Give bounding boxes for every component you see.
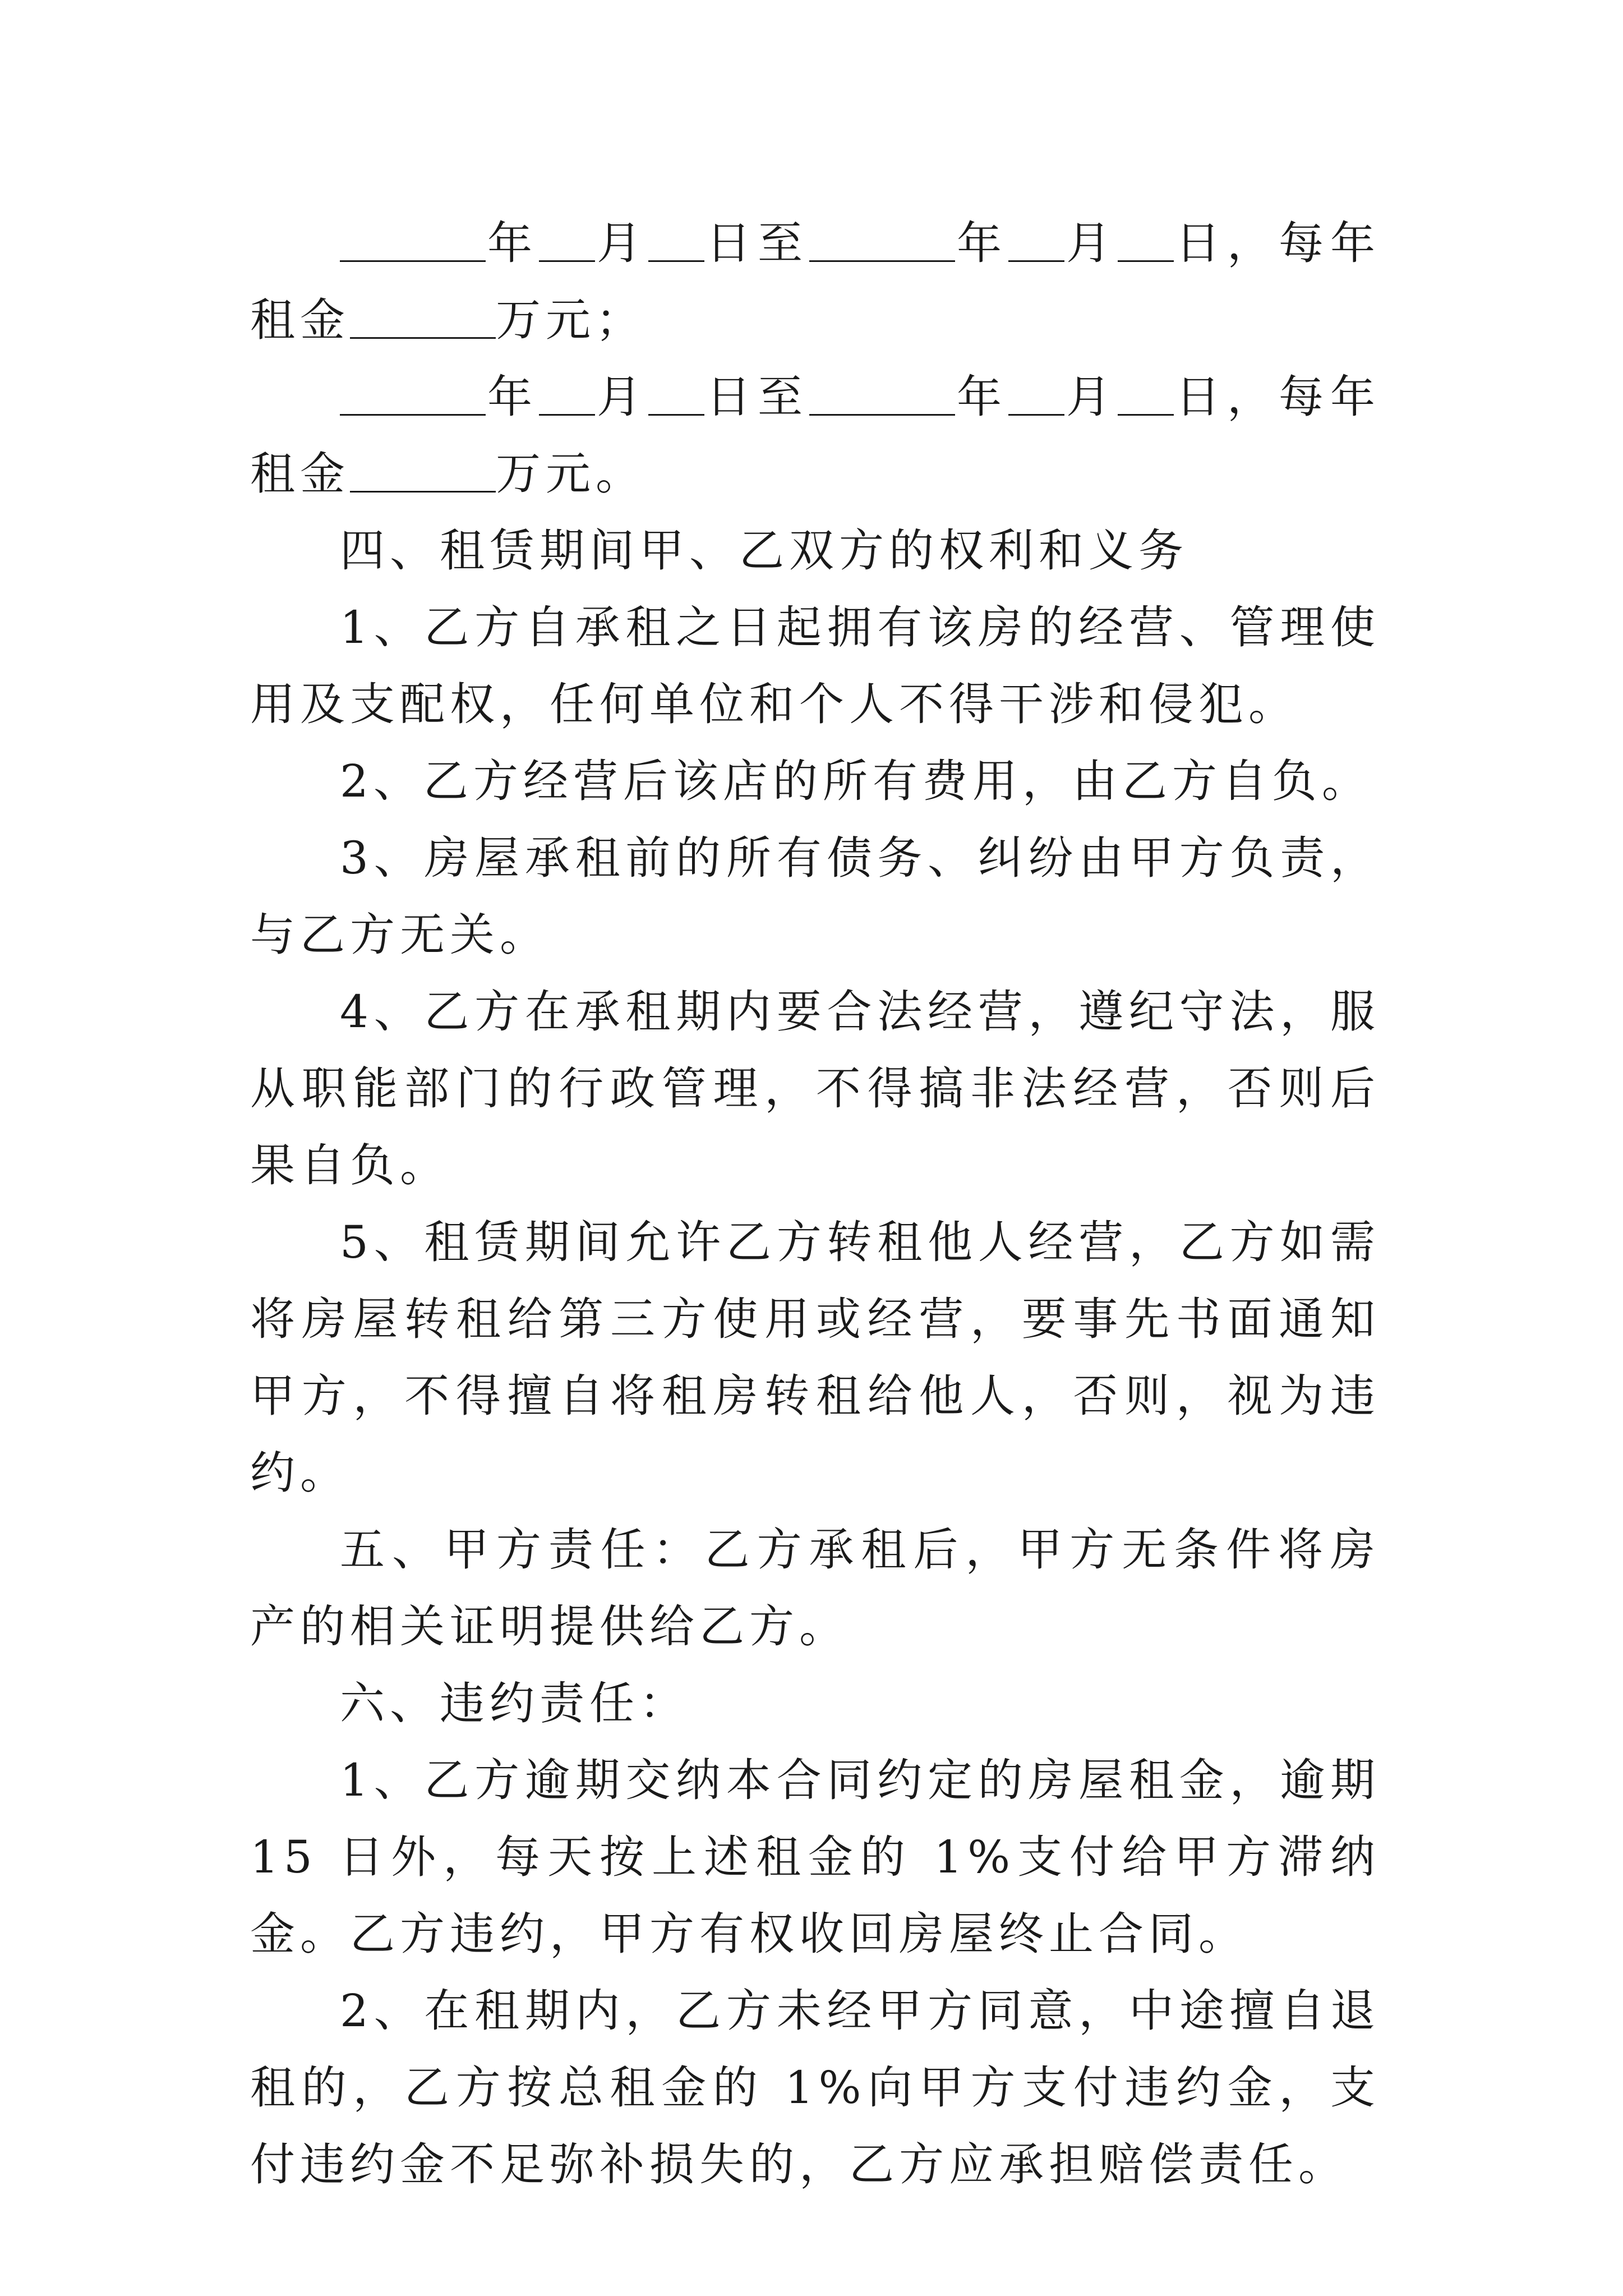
blank-field [539,378,595,416]
text-day-to: 日至 [704,371,809,423]
blank-field [1008,378,1064,416]
blank-field [648,224,704,262]
blank-field [539,224,595,262]
text-year: 年 [955,371,1008,423]
blank-field [340,224,486,262]
clause-paragraph: 2、在租期内，乙方未经甲方同意，中途擅自退租的，乙方按总租金的 1%向甲方支付违约金，支付违约金不足弥补损失的，乙方应承担赔偿责任。 [250,1985,1380,2191]
text-month: 月 [1064,371,1118,423]
blank-field [809,224,955,262]
clause-paragraph: 1、乙方自承租之日起拥有该房的经营、管理使用及支配权，任何单位和个人不得干涉和侵犯。 [250,601,1380,730]
section-heading-rights: 四、租赁期间甲、乙双方的权利和义务 [340,524,1188,577]
text-year: 年 [486,217,539,269]
section-heading-party-a: 五、甲方责任：乙方承租后，甲方无条件将房产的相关证明提供给乙方。 [250,1524,1380,1653]
blank-field [1008,224,1064,262]
clause-paragraph: 1、乙方逾期交纳本合同约定的房屋租金，逾期 15 日外，每天按上述租金的 1%支付给甲方滞纳金。乙方违约，甲方有权收回房屋终止合同。 [250,1754,1380,1960]
blank-field [1118,378,1174,416]
blank-field [648,378,704,416]
text-month: 月 [1064,217,1118,269]
clause-paragraph: 4、乙方在承租期内要合法经营，遵纪守法，服从职能部门的行政管理，不得搞非法经营，否则后果自负。 [250,986,1380,1191]
text-day-rent: 日，每年租金 [250,371,1380,500]
text-month: 月 [595,217,648,269]
text-amount: 万元； [496,294,645,346]
text-amount: 万元。 [496,448,645,500]
rent-period-2 [250,358,1380,512]
rent-period-1 [250,205,1380,358]
blank-field [809,378,955,416]
clause-paragraph: 5、租赁期间允许乙方转租他人经营，乙方如需将房屋转租给第三方使用或经营，要事先书面通知甲方，不得擅自将租房转租给他人，否则，视为违约。 [250,1216,1380,1499]
text-day-rent: 日，每年租金 [250,217,1380,346]
blank-field [350,301,496,339]
text-day-to: 日至 [704,217,809,269]
blank-field [340,378,486,416]
text-year: 年 [486,371,539,423]
section-heading-breach: 六、违约责任： [340,1677,689,1729]
blank-field [350,455,496,493]
text-year: 年 [955,217,1008,269]
clause-paragraph: 2、乙方经营后该店的所有费用，由乙方自负。 [340,755,1372,807]
clause-paragraph: 3、房屋承租前的所有债务、纠纷由甲方负责，与乙方无关。 [250,832,1380,961]
blank-field [1118,224,1174,262]
document-body [250,205,1380,2203]
text-month: 月 [595,371,648,423]
